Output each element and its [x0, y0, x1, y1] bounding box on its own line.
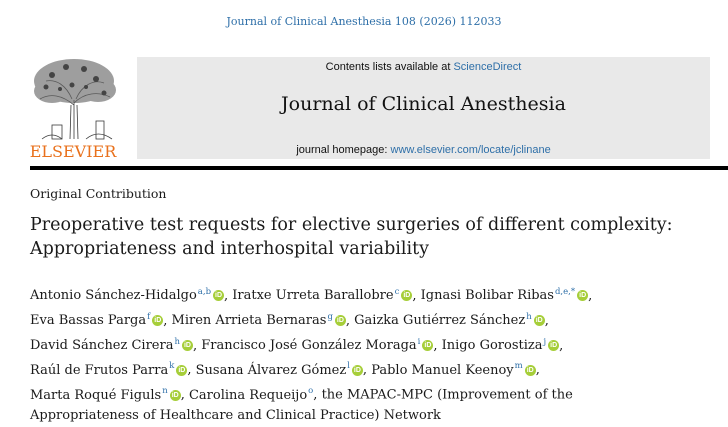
author[interactable] [196, 363, 363, 378]
orcid-icon[interactable]: iD [535, 317, 543, 325]
affiliation-sup[interactable]: k [169, 361, 175, 372]
author-name: Marta Roqué Figuls [30, 387, 162, 403]
affiliation-sup[interactable]: j [543, 336, 547, 347]
affiliation-sup[interactable]: c [394, 287, 400, 297]
orcid-icon[interactable]: iD [183, 341, 191, 349]
author[interactable] [30, 388, 181, 403]
author-name: Susana Álvarez Gómez [195, 362, 347, 378]
orcid-icon[interactable]: iD [336, 317, 344, 325]
journal-citation[interactable]: Journal of Clinical Anesthesia 108 (2026) 112033 [226, 15, 502, 28]
author[interactable] [189, 388, 313, 403]
journal-masthead [137, 57, 710, 159]
title-line: Appropriateness and interhospital variability [30, 239, 430, 259]
author[interactable] [201, 338, 433, 353]
author-name: Raúl de Frutos Parra [30, 362, 169, 378]
affiliation-sup[interactable]: i [417, 336, 421, 347]
affiliation-sup[interactable]: a,b [197, 287, 212, 297]
author-name: David Sánchez Cirera [30, 337, 174, 353]
affiliation-sup[interactable]: o [308, 386, 314, 397]
author-line: David Sánchez Cirera$^h$ iD , Francisco José González Moraga$^i$ iD , Inigo Gorostiza$^j$ iD , [30, 336, 564, 353]
orcid-icon[interactable]: iD [579, 292, 587, 300]
affiliation-sup[interactable]: m [514, 361, 523, 372]
affiliation-sup[interactable]: h [526, 311, 532, 322]
orcid-icon[interactable]: iD [215, 292, 223, 300]
sciencedirect-link[interactable]: ScienceDirect [453, 61, 522, 73]
header-divider [30, 166, 728, 170]
author-line: Antonio Sánchez-Hidalgo$^{a,b}$ iD , Iratxe Urreta Barallobre$^c$ iD , Ignasi Bolibar Ribas$^{d,e,*}$ iD , [30, 287, 593, 304]
orcid-icon[interactable]: iD [526, 366, 534, 374]
affiliation-sup[interactable]: g [327, 311, 333, 322]
contents-line [137, 61, 710, 73]
author[interactable] [30, 288, 224, 303]
contents-prefix: Contents lists available at [325, 61, 454, 73]
author[interactable] [30, 313, 163, 328]
homepage-line [137, 144, 710, 156]
elsevier-wordmark: ELSEVIER [29, 142, 117, 161]
orcid-icon[interactable]: iD [550, 341, 558, 349]
author-name: Antonio Sánchez-Hidalgo [30, 288, 197, 304]
homepage-prefix: journal homepage: [296, 144, 391, 156]
author[interactable] [30, 363, 187, 378]
orcid-icon[interactable]: iD [171, 391, 179, 399]
author[interactable] [371, 363, 536, 378]
network-name: Appropriateness of Healthcare and Clinical Practice) Network [30, 408, 441, 424]
article-title [30, 213, 720, 261]
journal-homepage-link[interactable]: www.elsevier.com/locate/jclinane [390, 144, 551, 156]
affiliation-sup[interactable]: d,e,* [554, 287, 576, 297]
author[interactable] [354, 313, 545, 328]
orcid-icon[interactable]: iD [403, 292, 411, 300]
author[interactable] [172, 313, 346, 328]
affiliation-sup[interactable]: f [147, 311, 151, 322]
author[interactable] [421, 288, 589, 303]
affiliation-sup[interactable]: h [174, 336, 180, 347]
author-name: Pablo Manuel Keenoy [371, 362, 514, 378]
author[interactable] [30, 338, 193, 353]
author-list [30, 282, 720, 427]
network-name: the MAPAC-MPC (Improvement of the [321, 387, 573, 403]
author-line [30, 406, 720, 427]
author[interactable] [232, 288, 412, 303]
author-name: Carolina Requeijo [188, 387, 308, 403]
author-line: Marta Roqué Figuls$^n$ iD , Carolina Requeijo$^o$, the MAPAC-MPC (Improvement of the [30, 386, 573, 403]
orcid-icon[interactable]: iD [353, 366, 361, 374]
orcid-icon[interactable]: iD [424, 341, 432, 349]
author-name: Gaizka Gutiérrez Sánchez [354, 313, 526, 329]
author[interactable] [442, 338, 560, 353]
journal-title: Journal of Clinical Anesthesia [281, 93, 566, 115]
author-name: Miren Arrieta Bernaras [171, 313, 327, 329]
author-line: Eva Bassas Parga$^f$ iD , Miren Arrieta Bernaras$^g$ iD , Gaizka Gutiérrez Sánchez$^h$ iD , [30, 311, 549, 329]
orcid-icon[interactable]: iD [154, 317, 162, 325]
author-name: Eva Bassas Parga [30, 313, 147, 329]
orcid-icon[interactable]: iD [178, 366, 186, 374]
author-name: Iratxe Urreta Barallobre [232, 288, 394, 304]
title-line: Preoperative test requests for elective surgeries of different complexity: [30, 215, 673, 235]
author-name: Francisco José González Moraga [201, 337, 417, 353]
author-name: Inigo Gorostiza [441, 337, 543, 353]
affiliation-sup[interactable]: n [162, 386, 168, 397]
article-type: Original Contribution [30, 186, 167, 201]
author-line: Raúl de Frutos Parra$^k$ iD , Susana Álvarez Gómez$^l$ iD , Pablo Manuel Keenoy$^m$ iD , [30, 361, 540, 378]
affiliation-sup[interactable]: l [347, 361, 350, 372]
author-name: Ignasi Bolibar Ribas [420, 288, 554, 304]
